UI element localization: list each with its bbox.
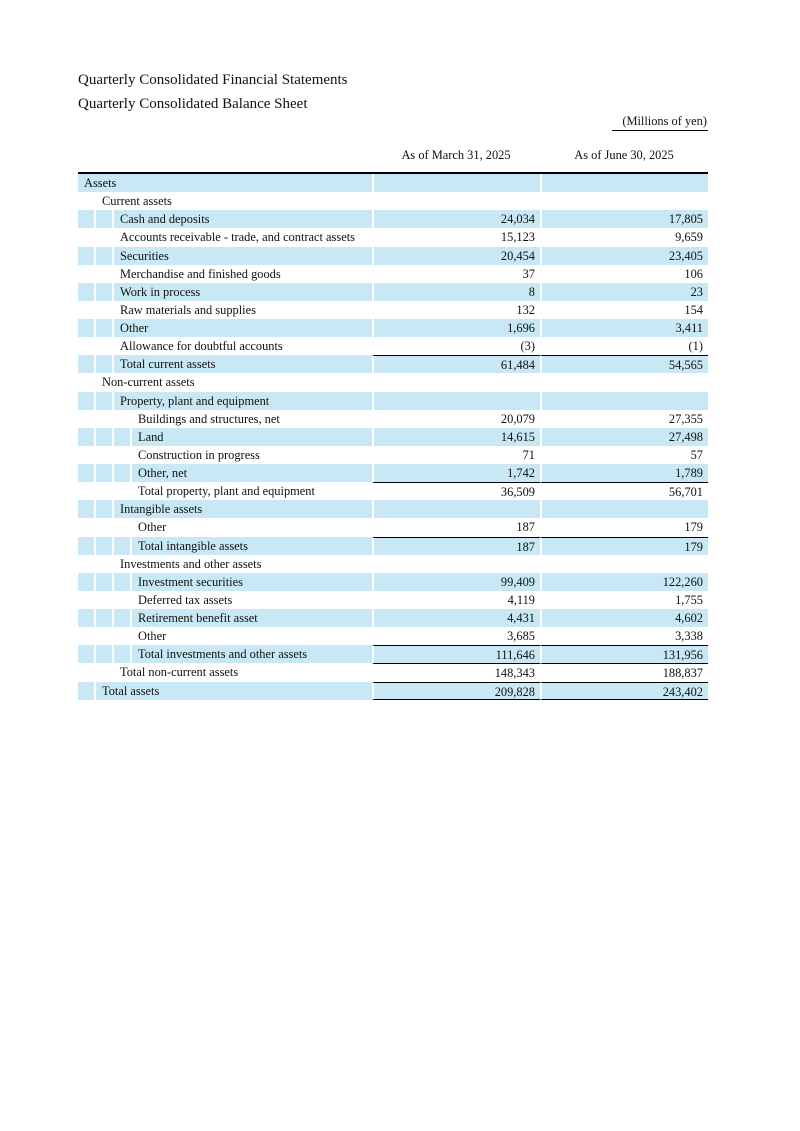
unit-note-container <box>78 114 708 131</box>
value-march: 4,119 <box>372 591 540 609</box>
indent-cell <box>78 555 96 573</box>
indent-cell <box>114 482 132 500</box>
table-row <box>78 247 708 265</box>
indent-cell <box>78 428 96 446</box>
indent-cell <box>96 555 114 573</box>
value-june <box>540 174 708 192</box>
unit-note: (Millions of yen) <box>612 114 708 131</box>
value-june: 56,701 <box>540 482 708 500</box>
table-row <box>78 464 708 482</box>
indent-cell <box>96 482 114 500</box>
value-june: 17,805 <box>540 210 708 228</box>
value-march: 37 <box>372 265 540 283</box>
indent-cell <box>96 265 114 283</box>
value-june <box>540 392 708 410</box>
table-row <box>78 210 708 228</box>
value-june: 179 <box>540 537 708 555</box>
row-label: Total property, plant and equipment <box>138 484 315 499</box>
value-june <box>540 555 708 573</box>
indent-cell <box>96 537 114 555</box>
balance-sheet-body <box>78 174 708 700</box>
indent-cell <box>78 500 96 518</box>
indent-cell <box>96 500 114 518</box>
table-row <box>78 518 708 536</box>
table-row <box>78 410 708 428</box>
indent-cell <box>114 627 132 645</box>
value-june: 106 <box>540 265 708 283</box>
indent-cell <box>96 210 114 228</box>
value-june: 1,755 <box>540 591 708 609</box>
value-june: 243,402 <box>540 682 708 700</box>
row-label: Total current assets <box>114 355 372 373</box>
row-label: Current assets <box>102 194 172 209</box>
row-label: Raw materials and supplies <box>120 302 256 317</box>
row-label: Other, net <box>132 464 372 482</box>
table-row <box>78 682 708 700</box>
value-march: 20,454 <box>372 247 540 265</box>
value-march <box>372 555 540 573</box>
value-june: 4,602 <box>540 609 708 627</box>
indent-cell <box>78 283 96 301</box>
indent-cell <box>96 591 114 609</box>
indent-cell <box>114 446 132 464</box>
value-march: 1,742 <box>372 464 540 482</box>
table-row <box>78 265 708 283</box>
value-march: 132 <box>372 301 540 319</box>
row-label: Buildings and structures, net <box>138 411 280 426</box>
table-row <box>78 446 708 464</box>
value-june: 122,260 <box>540 573 708 591</box>
document-subtitle: Quarterly Consolidated Balance Sheet <box>78 96 308 112</box>
row-label: Property, plant and equipment <box>114 392 372 410</box>
table-row <box>78 192 708 210</box>
indent-cell <box>78 609 96 627</box>
value-march: 99,409 <box>372 573 540 591</box>
row-label: Total intangible assets <box>132 537 372 555</box>
row-label: Accounts receivable - trade, and contract assets <box>120 230 355 245</box>
value-march <box>372 373 540 391</box>
indent-cell <box>114 518 132 536</box>
column-header-spacer <box>78 138 372 172</box>
indent-cell <box>114 609 132 627</box>
value-march: 111,646 <box>372 645 540 663</box>
value-march: 209,828 <box>372 682 540 700</box>
table-row <box>78 228 708 246</box>
indent-cell <box>78 228 96 246</box>
indent-cell <box>78 464 96 482</box>
row-label: Total non-current assets <box>120 665 239 680</box>
indent-cell <box>78 301 96 319</box>
row-label: Investments and other assets <box>120 556 262 571</box>
indent-cell <box>78 410 96 428</box>
indent-cell <box>96 355 114 373</box>
indent-cell <box>96 609 114 627</box>
table-row <box>78 573 708 591</box>
value-march: 71 <box>372 446 540 464</box>
column-header-june: As of June 30, 2025 <box>574 147 674 162</box>
table-row <box>78 355 708 373</box>
indent-cell <box>96 410 114 428</box>
indent-cell <box>96 319 114 337</box>
row-label: Allowance for doubtful accounts <box>120 339 283 354</box>
indent-cell <box>114 591 132 609</box>
indent-cell <box>78 247 96 265</box>
value-march: 20,079 <box>372 410 540 428</box>
row-label: Other <box>138 520 167 535</box>
indent-cell <box>78 192 96 210</box>
row-label: Land <box>132 428 372 446</box>
value-june: 23 <box>540 283 708 301</box>
indent-cell <box>78 392 96 410</box>
value-march: 3,685 <box>372 627 540 645</box>
value-june: 188,837 <box>540 663 708 681</box>
indent-cell <box>114 428 132 446</box>
column-header-march: As of March 31, 2025 <box>401 147 511 162</box>
table-row <box>78 591 708 609</box>
indent-cell <box>114 573 132 591</box>
indent-cell <box>96 645 114 663</box>
value-june <box>540 500 708 518</box>
row-label: Intangible assets <box>114 500 372 518</box>
value-march: 15,123 <box>372 228 540 246</box>
indent-cell <box>78 337 96 355</box>
indent-cell <box>96 627 114 645</box>
indent-cell <box>78 210 96 228</box>
value-june: 9,659 <box>540 228 708 246</box>
table-row <box>78 301 708 319</box>
table-row <box>78 627 708 645</box>
indent-cell <box>78 627 96 645</box>
indent-cell <box>78 518 96 536</box>
value-june: 27,498 <box>540 428 708 446</box>
table-row <box>78 392 708 410</box>
indent-cell <box>114 645 132 663</box>
row-label: Retirement benefit asset <box>132 609 372 627</box>
value-june: 1,789 <box>540 464 708 482</box>
indent-cell <box>96 228 114 246</box>
table-row <box>78 555 708 573</box>
value-march: 187 <box>372 518 540 536</box>
value-march: 14,615 <box>372 428 540 446</box>
table-row <box>78 337 708 355</box>
indent-cell <box>78 482 96 500</box>
row-label: Deferred tax assets <box>138 592 233 607</box>
indent-cell <box>78 355 96 373</box>
table-row <box>78 283 708 301</box>
row-label: Construction in progress <box>138 447 260 462</box>
indent-cell <box>78 537 96 555</box>
value-march: 36,509 <box>372 482 540 500</box>
indent-cell <box>78 645 96 663</box>
table-row <box>78 482 708 500</box>
value-june: 179 <box>540 518 708 536</box>
row-label: Securities <box>114 247 372 265</box>
value-march <box>372 500 540 518</box>
indent-cell <box>96 392 114 410</box>
value-june <box>540 373 708 391</box>
value-june: 54,565 <box>540 355 708 373</box>
value-march <box>372 392 540 410</box>
indent-cell <box>96 337 114 355</box>
indent-cell <box>114 464 132 482</box>
value-march: 61,484 <box>372 355 540 373</box>
value-march: 24,034 <box>372 210 540 228</box>
table-row <box>78 373 708 391</box>
indent-cell <box>96 428 114 446</box>
indent-cell <box>96 663 114 681</box>
indent-cell <box>96 301 114 319</box>
value-march: (3) <box>372 337 540 355</box>
row-label: Investment securities <box>132 573 372 591</box>
table-row <box>78 537 708 555</box>
row-label: Non-current assets <box>102 375 195 390</box>
value-june: 3,411 <box>540 319 708 337</box>
indent-cell <box>96 573 114 591</box>
table-row <box>78 609 708 627</box>
indent-cell <box>78 573 96 591</box>
indent-cell <box>78 373 96 391</box>
value-june: 23,405 <box>540 247 708 265</box>
indent-cell <box>96 464 114 482</box>
table-row <box>78 428 708 446</box>
indent-cell <box>114 537 132 555</box>
table-row <box>78 174 708 192</box>
value-june: 27,355 <box>540 410 708 428</box>
row-label: Other <box>114 319 372 337</box>
value-march: 187 <box>372 537 540 555</box>
indent-cell <box>78 682 96 700</box>
value-june: 3,338 <box>540 627 708 645</box>
table-row <box>78 645 708 663</box>
indent-cell <box>96 446 114 464</box>
value-june: 131,956 <box>540 645 708 663</box>
value-june <box>540 192 708 210</box>
value-march: 4,431 <box>372 609 540 627</box>
balance-sheet-table <box>78 138 708 700</box>
indent-cell <box>78 446 96 464</box>
row-label: Total investments and other assets <box>132 645 372 663</box>
row-label: Other <box>138 629 167 644</box>
table-row <box>78 319 708 337</box>
indent-cell <box>78 591 96 609</box>
row-label: Merchandise and finished goods <box>120 266 281 281</box>
table-row <box>78 663 708 681</box>
value-march: 8 <box>372 283 540 301</box>
row-label: Work in process <box>114 283 372 301</box>
indent-cell <box>78 663 96 681</box>
row-label: Total assets <box>96 682 372 700</box>
value-march <box>372 174 540 192</box>
value-march: 148,343 <box>372 663 540 681</box>
column-header-row <box>78 138 708 174</box>
value-june: 154 <box>540 301 708 319</box>
indent-cell <box>78 265 96 283</box>
row-label: Cash and deposits <box>114 210 372 228</box>
indent-cell <box>96 283 114 301</box>
table-row <box>78 500 708 518</box>
value-march: 1,696 <box>372 319 540 337</box>
value-march <box>372 192 540 210</box>
indent-cell <box>78 319 96 337</box>
indent-cell <box>114 410 132 428</box>
document-title: Quarterly Consolidated Financial Statements <box>78 72 348 88</box>
indent-cell <box>96 247 114 265</box>
indent-cell <box>96 518 114 536</box>
row-label: Assets <box>78 174 372 192</box>
value-june: (1) <box>540 337 708 355</box>
value-june: 57 <box>540 446 708 464</box>
